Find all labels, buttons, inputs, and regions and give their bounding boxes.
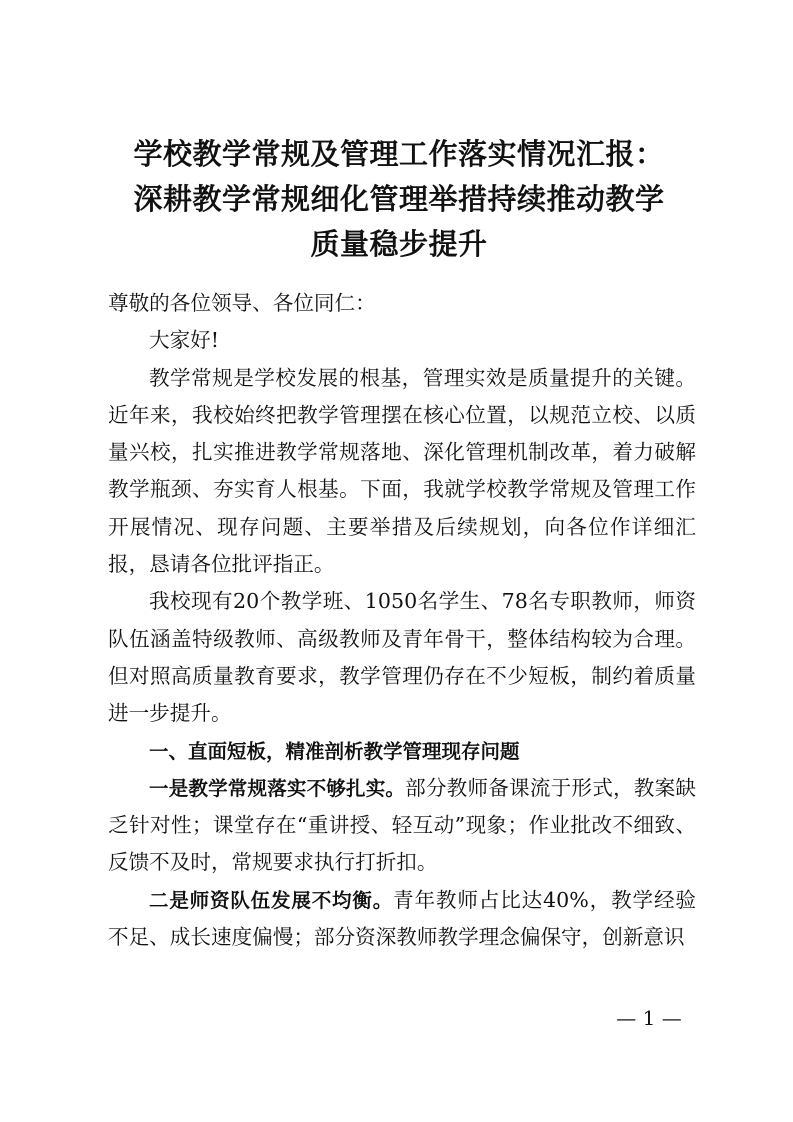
title-line-3: 质量稳步提升 xyxy=(310,227,488,261)
intro-paragraph: 教学常规是学校发展的根基，管理实效是质量提升的关键。近年来，我校始终把教学管理摆在核心位置，以规范立校、以质量兴校，扎实推进教学常规落地、深化管理机制改革，着力破解教学瓶颈、夯实育人根基。下面，我就学校教学常规及管理工作开展情况、现存问题、主要举措及后续规划，向各位作详细汇报，恳请各位批评指正。 xyxy=(108,365,696,577)
point-lead: 二是师资队伍发展不均衡。 xyxy=(149,888,394,912)
salutation: 尊敬的各位领导、各位同仁： xyxy=(108,291,376,315)
school-overview-paragraph: 我校现有20个教学班、1050名学生、78名专职教师，师资队伍涵盖特级教师、高级教师及青年骨干，整体结构较为合理。但对照高质量教育要求，教学管理仍存在不少短板，制约着质量进一步提升。 xyxy=(108,589,696,726)
document-title xyxy=(96,132,702,267)
point-text: 部分教师备课流于形式，教案缺乏针对性；课堂存在“重讲授、轻互动”现象；作业批改不细致、反馈不及时，常规要求执行打折扣。 xyxy=(108,775,696,875)
point-paragraph xyxy=(108,770,696,882)
title-line-2: 深耕教学常规细化管理举措持续推动教学 xyxy=(133,182,665,216)
point-text: 青年教师占比达40%，教学经验不足、成长速度偏慢；部分资深教师教学理念偏保守，创新意识 xyxy=(108,887,696,950)
point-paragraph xyxy=(108,882,696,957)
document-body xyxy=(108,285,696,956)
section-heading: 一、直面短板，精准剖析教学管理现存问题 xyxy=(149,739,520,763)
greeting: 大家好! xyxy=(149,328,220,353)
page-number: — 1 — xyxy=(616,1006,682,1030)
point-lead: 一是教学常规落实不够扎实。 xyxy=(149,776,406,800)
title-line-1: 学校教学常规及管理工作落实情况汇报： xyxy=(133,137,665,171)
